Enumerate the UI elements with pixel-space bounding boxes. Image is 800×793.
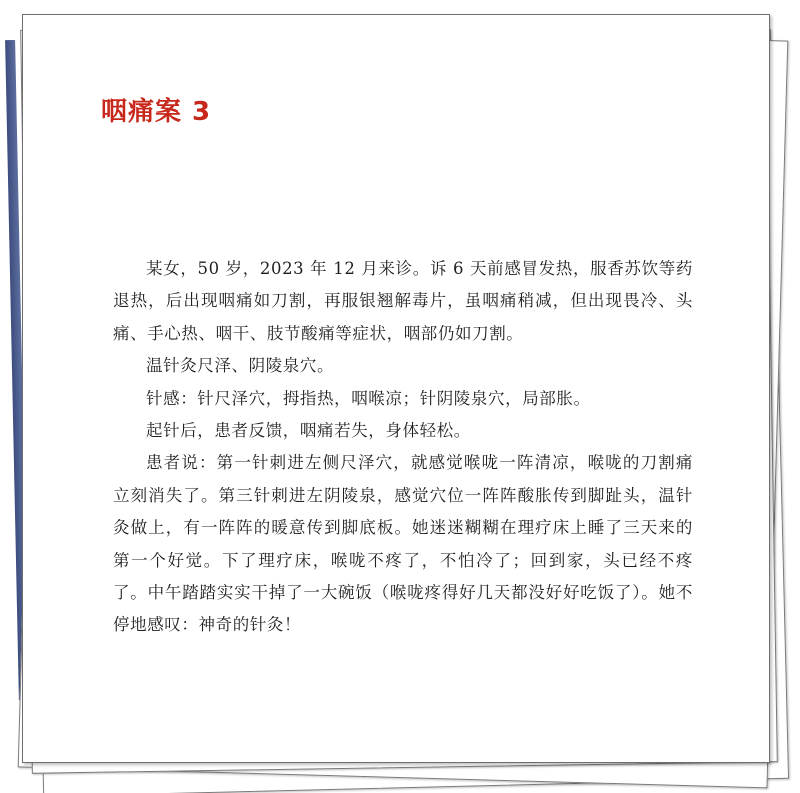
needle-sensation-paragraph: 针感：针尺泽穴，拇指热，咽喉凉；针阴陵泉穴，局部胀。: [146, 388, 591, 408]
case-title: 咽痛案 3: [101, 97, 212, 127]
patient-account-paragraph: 患者说：第一针刺进左侧尺泽穴，就感觉喉咙一阵清凉，喉咙的刀割痛立刻消失了。第三针刺进左阴陵泉，感觉穴位一阵阵酸胀传到脚趾头，温针灸做上，有一阵阵的暖意传到脚底板。她迷迷糊糊在理疗床上睡了三天来的第一个好觉。下了理疗床，喉咙不疼了，不怕冷了；回到家，头已经不疼了。中午踏踏实实干掉了一大碗饭（喉咙疼得好几天都没好好吃饭了）。她不停地感叹：神奇的针灸！: [113, 453, 693, 635]
case-body: [113, 253, 693, 642]
post-treatment-paragraph: 起针后，患者反馈，咽痛若失，身体轻松。: [146, 421, 471, 441]
case-description-paragraph: 某女，50 岁，2023 年 12 月来诊。诉 6 天前感冒发热，服香苏饮等药退热，后出现咽痛如刀割，再服银翘解毒片，虽咽痛稍减，但出现畏冷、头痛、手心热、咽干、肢节酸痛等症状，咽部仍如刀割。: [113, 259, 693, 343]
treatment-paragraph: 温针灸尺泽、阴陵泉穴。: [146, 356, 335, 376]
document-page: [22, 14, 770, 763]
